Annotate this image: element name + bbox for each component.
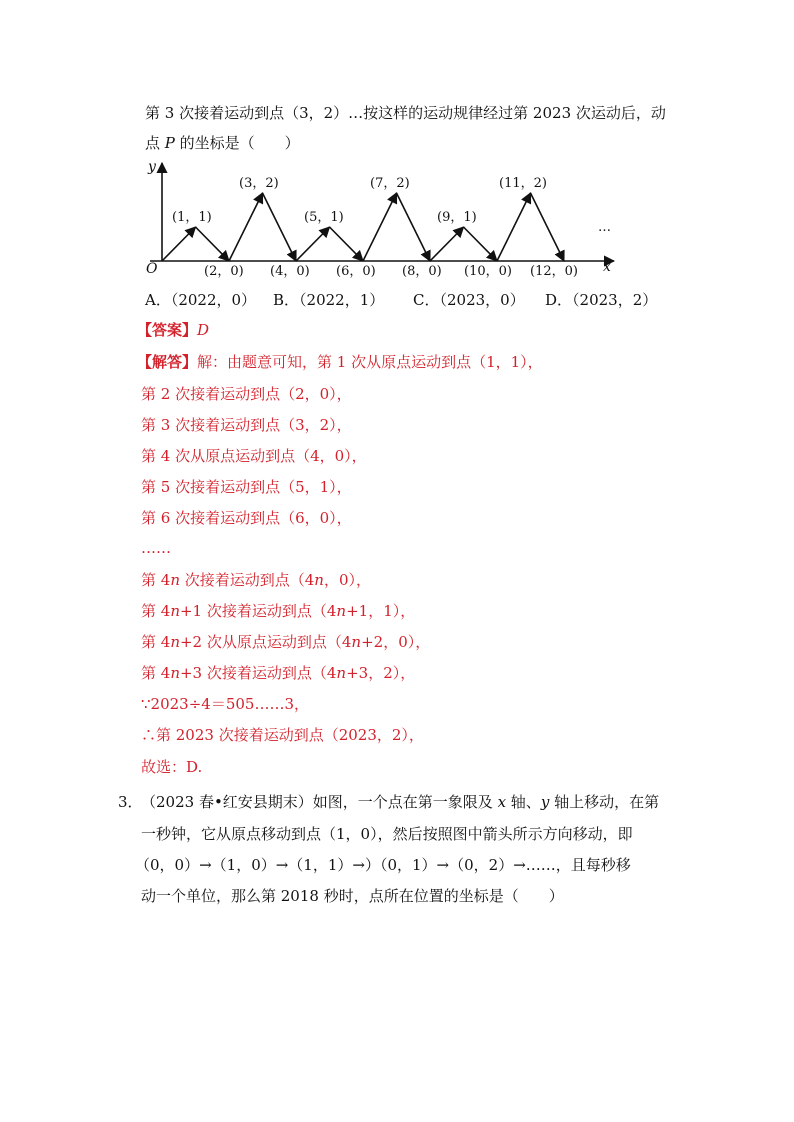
question-line-1: 第 3 次接着运动到点（3，2）…按这样的运动规律经过第 2023 次运动后，动 [145, 104, 666, 122]
path-segment [229, 193, 263, 261]
path-segment [296, 227, 330, 261]
peak-label: (1，1) [172, 210, 212, 225]
option-c: C．（2023，0） [413, 291, 525, 309]
solution-general-4n2: 第 4n+2 次从原点运动到点（4n+2，0）， [141, 633, 431, 651]
question3-line-4: 动一个单位，那么第 2018 秒时，点所在位置的坐标是（ ） [141, 887, 564, 905]
path-segment [330, 227, 364, 261]
base-label: (8，0) [402, 264, 442, 279]
peak-label: (9，1) [437, 210, 477, 225]
base-label: (4，0) [270, 264, 310, 279]
peak-label: (7，2) [370, 176, 410, 191]
peak-label: (11，2) [499, 176, 547, 191]
solution-because: ∵2023÷4＝505……3， [141, 695, 310, 713]
zigzag-figure [140, 155, 620, 285]
peak-label: (5，1) [304, 210, 344, 225]
question-line-2: 点 P 的坐标是（ ） [145, 134, 300, 152]
solution-line: 第 2 次接着运动到点（2，0）， [141, 385, 352, 403]
solution-line: 第 6 次接着运动到点（6，0）， [141, 509, 352, 527]
path-segment [162, 227, 196, 261]
path-segment [531, 193, 565, 261]
option-d: D．（2023，2） [545, 291, 658, 309]
option-b: B．（2022，1） [273, 291, 385, 309]
question3-number: 3． [118, 793, 143, 811]
solution-general-4n1: 第 4n+1 次接着运动到点（4n+1，1）， [141, 602, 416, 620]
solution-line: 第 3 次接着运动到点（3，2）， [141, 416, 352, 434]
solution-therefore: ∴第 2023 次接着运动到点（2023，2）， [141, 726, 424, 744]
path-segment [196, 227, 230, 261]
base-label: (6，0) [336, 264, 376, 279]
path-segment [497, 193, 531, 261]
solution-choose: 故选：D. [141, 758, 203, 776]
path-segment [397, 193, 431, 261]
origin-label: O [146, 261, 158, 277]
solution-ellipsis: …… [141, 539, 171, 557]
question3-line-1: （2023 春•红安县期末）如图，一个点在第一象限及 x 轴、y 轴上移动，在第 [141, 793, 660, 811]
ellipsis-label: … [598, 220, 611, 235]
path-segment [263, 193, 297, 261]
base-label: (10，0) [464, 264, 512, 279]
y-axis-label: y [148, 159, 156, 175]
solution-general-4n: 第 4n 次接着运动到点（4n，0）， [141, 571, 372, 589]
path-segment [363, 193, 397, 261]
path-segment [464, 227, 498, 261]
solution-general-4n3: 第 4n+3 次接着运动到点（4n+3，2）， [141, 664, 416, 682]
solution-line: 第 4 次从原点运动到点（4，0）， [141, 447, 367, 465]
x-axis-label: x [603, 259, 611, 275]
base-label: (12，0) [530, 264, 578, 279]
question3-line-3: （0，0）→（1，0）→（1，1）→）（0，1）→（0，2）→……，且每秒移 [135, 856, 631, 874]
zigzag-path [162, 193, 564, 261]
peak-label: (3，2) [239, 176, 279, 191]
base-label: (2，0) [204, 264, 244, 279]
path-segment [430, 227, 464, 261]
solution-line: 第 5 次接着运动到点（5，1）， [141, 478, 352, 496]
solution-first-line: 【解答】解：由题意可知，第 1 次从原点运动到点（1，1）， [137, 353, 543, 371]
question3-line-2: 一秒钟，它从原点移动到点（1，0），然后按照图中箭头所示方向移动，即 [141, 825, 633, 843]
option-a: A．（2022，0） [145, 291, 257, 309]
answer-line: 【答案】D [137, 321, 210, 339]
